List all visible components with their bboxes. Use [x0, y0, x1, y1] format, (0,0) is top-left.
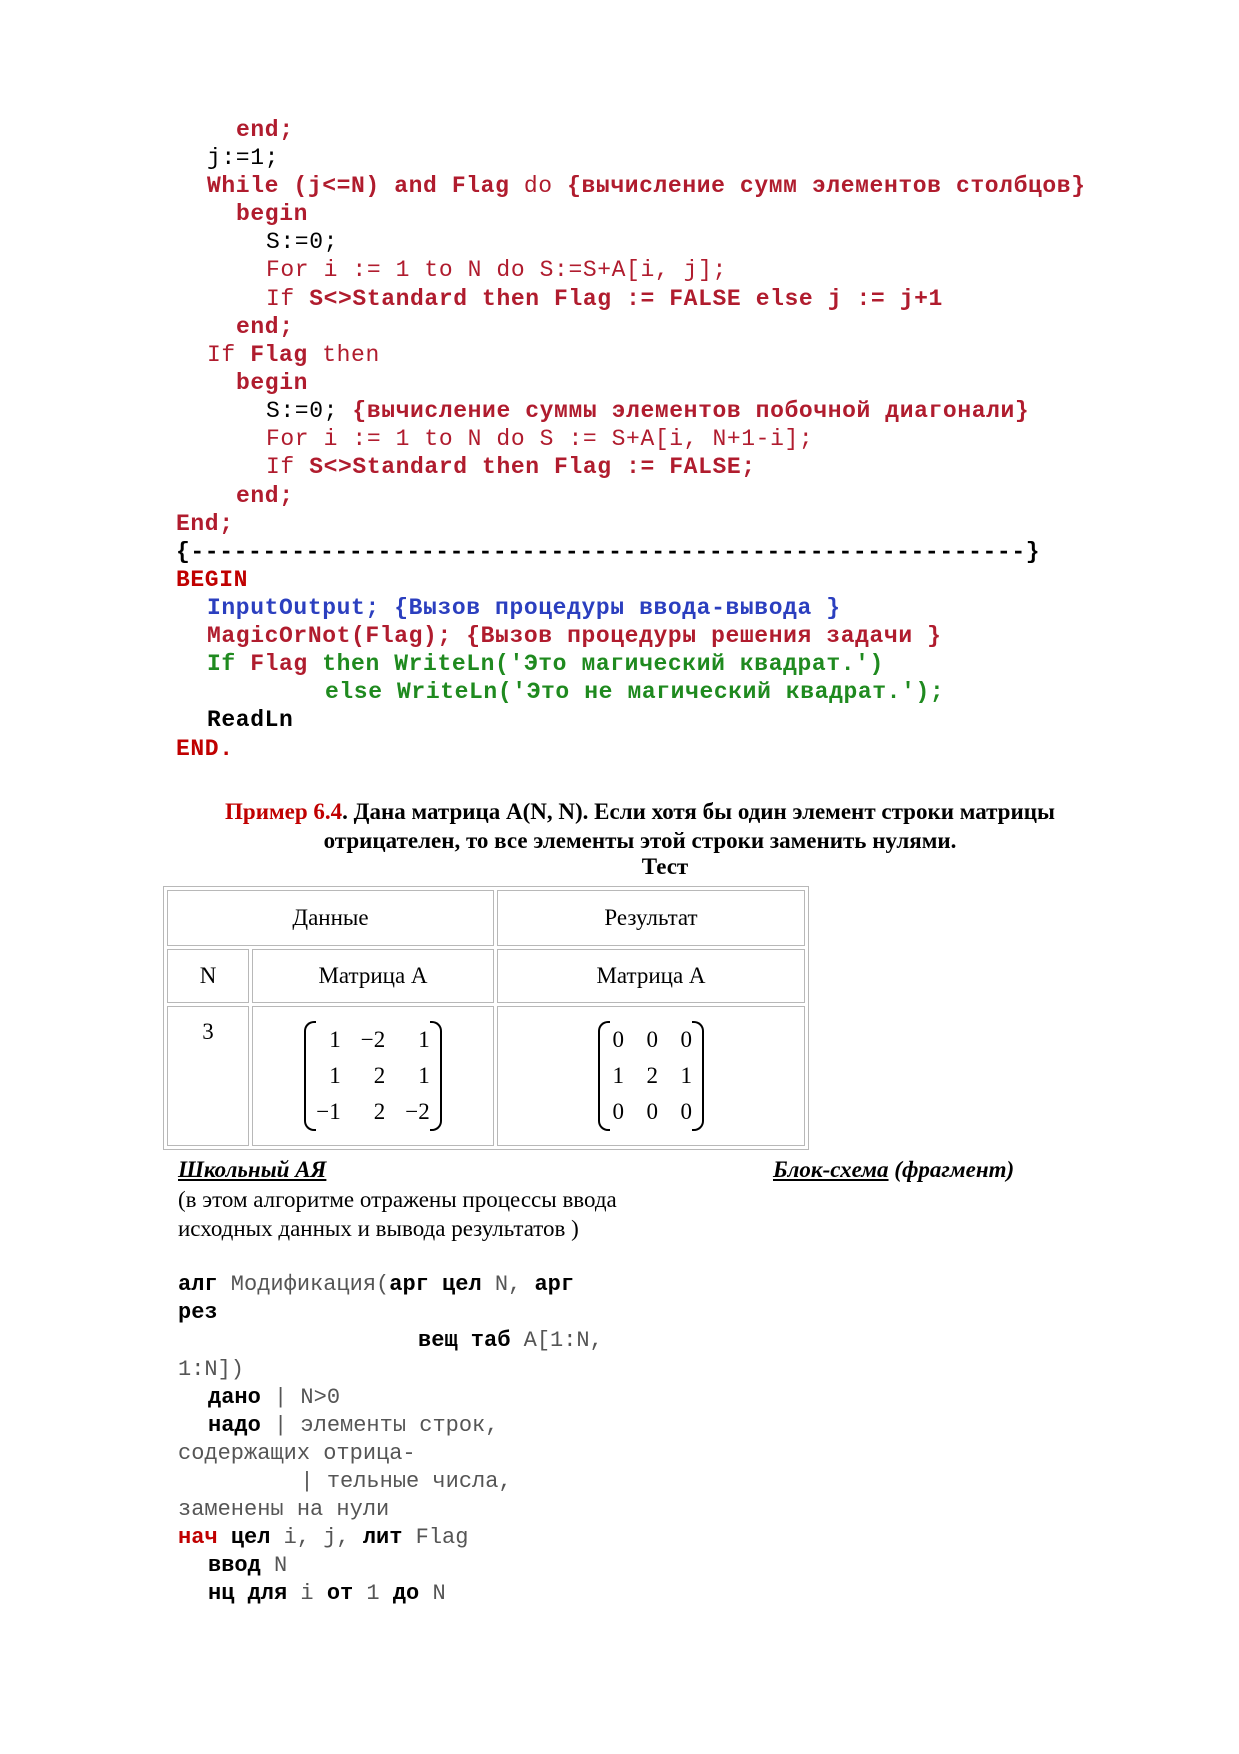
matrix-cell: 1: [418, 1063, 430, 1088]
header-data: Данные: [167, 890, 494, 946]
example-text-1: . Дана матрица A(N, N). Если хотя бы один элемент строки матрицы: [342, 799, 1055, 824]
test-table: [163, 886, 809, 1150]
matrix-cell: 2: [373, 1099, 386, 1124]
matrix-cell: 0: [680, 1099, 692, 1124]
code-line: S:=0; {вычисление суммы элементов побочной диагонали}: [266, 398, 1030, 424]
code-line: begin: [236, 201, 309, 227]
example-label: Пример 6.4: [225, 799, 343, 824]
matrix-cell: 1: [612, 1063, 624, 1088]
matrix-cell: −1: [316, 1099, 341, 1124]
algo-line: нц для i от 1 до N: [208, 1581, 446, 1606]
algo-line: алг Модификация(арг цел N, арг: [178, 1272, 575, 1297]
code-line: end;: [236, 117, 294, 143]
code-line: InputOutput; {Вызов процедуры ввода-вывода }: [207, 595, 841, 621]
code-line: S:=0;: [266, 229, 339, 255]
matrix-cell: 2: [646, 1063, 658, 1088]
code-line: BEGIN: [176, 567, 249, 593]
algo-line: | тельные числа,: [208, 1469, 512, 1494]
example-heading: [160, 797, 1120, 855]
code-line: For i := 1 to N do S:=S+A[i, j];: [266, 257, 727, 283]
matrix-cell: 0: [680, 1027, 692, 1052]
algo-line: рез: [178, 1300, 218, 1325]
header-matrix-in: Матрица А: [252, 949, 494, 1003]
matrix-cell: 1: [680, 1063, 692, 1088]
output-matrix-cell: [497, 1006, 805, 1146]
code-line: If Flag then WriteLn('Это магический квадрат.'): [207, 651, 884, 677]
n-value: 3: [167, 1006, 249, 1146]
code-line: END.: [176, 736, 234, 762]
code-line: MagicOrNot(Flag); {Вызов процедуры решения задачи }: [207, 623, 942, 649]
matrix-cell: 0: [612, 1099, 624, 1124]
algo-line: нач цел i, j, лит Flag: [178, 1525, 469, 1550]
output-matrix: [598, 1021, 704, 1131]
matrix-cell: 2: [373, 1063, 386, 1088]
input-matrix: [304, 1021, 441, 1131]
matrix-cell: 0: [646, 1027, 658, 1052]
matrix-cell: 1: [418, 1027, 430, 1052]
algo-line: заменены на нули: [178, 1497, 390, 1522]
matrix-cell: −2: [360, 1027, 386, 1052]
algo-line: надо | элементы строк,: [208, 1413, 499, 1438]
code-line: else WriteLn('Это не магический квадрат.');: [325, 679, 945, 705]
code-line: While (j<=N) and Flag do {вычисление сумм элементов столбцов}: [207, 173, 1086, 199]
code-line: End;: [176, 511, 234, 537]
matrix-cell: −2: [405, 1099, 430, 1124]
block-scheme-title: Блок-схема (фрагмент): [773, 1157, 1015, 1182]
code-line: If S<>Standard then Flag := FALSE;: [266, 454, 756, 480]
code-separator: {----------------------------------------------------------}: [176, 539, 1041, 565]
matrix-cell: 0: [612, 1027, 624, 1052]
code-line: j:=1;: [207, 145, 280, 171]
test-title: Тест: [641, 854, 689, 879]
example-text-2: отрицателен, то все элементы этой строки заменить нулями.: [323, 828, 957, 853]
header-matrix-out: Матрица А: [497, 949, 805, 1003]
matrix-cell: 1: [329, 1063, 341, 1088]
algo-line: содержащих отрица-: [178, 1441, 416, 1466]
school-description: (в этом алгоритме отражены процессы ввода исходных данных и вывода результатов ): [178, 1187, 617, 1241]
matrix-cell: 0: [646, 1099, 658, 1124]
code-line: If Flag then: [207, 342, 380, 368]
school-lang-title: Школьный АЯ: [178, 1157, 327, 1182]
matrix-cell: 1: [329, 1027, 341, 1052]
algo-line: вещ таб A[1:N,: [418, 1328, 603, 1353]
code-line: end;: [236, 483, 294, 509]
code-line: ReadLn: [207, 707, 294, 733]
header-result: Результат: [497, 890, 805, 946]
code-line: If S<>Standard then Flag := FALSE else j := j+1: [266, 286, 943, 312]
algo-line: дано | N>0: [208, 1385, 341, 1410]
algo-line: 1:N]): [178, 1357, 245, 1382]
code-line: For i := 1 to N do S := S+A[i, N+1-i];: [266, 426, 814, 452]
code-line: end;: [236, 314, 294, 340]
algo-line: ввод N: [208, 1553, 288, 1578]
input-matrix-cell: [252, 1006, 494, 1146]
header-n: N: [167, 949, 249, 1003]
code-line: begin: [236, 370, 309, 396]
